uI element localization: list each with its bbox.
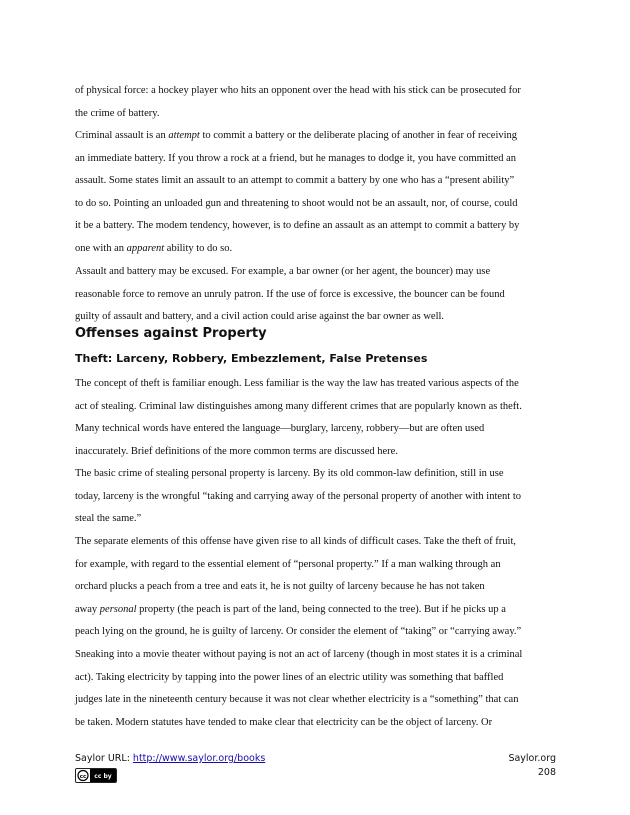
text-line: act). Taking electricity by tapping into the power lines of an electric utility was something that baffled [75, 671, 504, 683]
text-line: an immediate battery. If you throw a rock at a friend, but he manages to dodge it, you have committed an [75, 152, 517, 164]
paragraph-larceny-definition [75, 463, 559, 531]
creative-commons-badge [75, 768, 117, 783]
text-line: peach lying on the ground, he is guilty of larceny. Or consider the element of “taking” or “carrying away.” [75, 626, 522, 638]
text-line: for example, with regard to the essential element of “personal property.” If a man walking through an [75, 558, 501, 570]
text-line: inaccurately. Brief definitions of the more common terms are discussed here. [75, 445, 398, 457]
paragraph-concept-of-theft [75, 373, 559, 463]
text-line: to do so. Pointing an unloaded gun and threatening to shoot would not be an assault, nor, of course, could [75, 197, 518, 209]
text-line: Sneaking into a movie theater without paying is not an act of larceny (though in most states it is a criminal [75, 648, 523, 660]
text-line: The separate elements of this offense have given rise to all kinds of difficult cases. Take the theft of fruit, [75, 536, 516, 547]
emphasis-attempt: attempt [168, 130, 200, 141]
emphasis-apparent: apparent [126, 242, 165, 254]
paragraph-criminal-assault [75, 125, 559, 261]
text-line: assault. Some states limit an assault to an attempt to commit a battery by one who has a “present ability” [75, 175, 515, 187]
text-line: judges late in the nineteenth century because it was not clear whether electricity is a “something” that can [75, 694, 519, 706]
paragraph-difficult-cases [75, 531, 559, 734]
page-number: 208 [537, 767, 556, 778]
text-span: property (the peach is part of the land, being connected to the tree). But if he picks up a [136, 603, 506, 615]
text-line: be taken. Modern statutes have tended to make clear that electricity can be the object of larceny. Or [75, 716, 493, 728]
text-line: The concept of theft is familiar enough. Less familiar is the way the law has treated various aspects of the [75, 378, 519, 389]
text-line: it be a battery. The modem tendency, however, is to define an assault as an attempt to commit a battery by [75, 220, 520, 232]
text-span: Criminal assault is an [75, 130, 169, 141]
emphasis-personal: personal [99, 603, 137, 615]
text-line [75, 599, 559, 622]
text-line: today, larceny is the wrongful “taking and carrying away of the personal property of another with intent to [75, 490, 522, 502]
text-span: ability to do so. [164, 242, 233, 254]
section-heading: Offenses against Property [75, 326, 267, 341]
text-line: of physical force: a hockey player who hits an opponent over the head with his stick can be prosecuted for [75, 85, 521, 96]
subsection-heading: Theft: Larceny, Robbery, Embezzlement, False Pretenses [75, 352, 428, 365]
text-span: to commit a battery or the deliberate placing of another in fear of receiving [199, 130, 518, 141]
text-line: Many technical words have entered the language—burglary, larceny, robbery—but are often used [75, 423, 485, 435]
text-span: away [75, 603, 100, 615]
text-line: The basic crime of stealing personal property is larceny. By its old common-law definition, still in use [75, 468, 504, 479]
footer-site: Saylor.org [508, 753, 556, 764]
text-line [75, 125, 559, 148]
paragraph-assault-excused [75, 261, 559, 329]
text-line: steal the same.” [75, 513, 142, 525]
footer-url-line [75, 753, 265, 764]
text-line: reasonable force to remove an unruly patron. If the use of force is excessive, the bouncer can be found [75, 288, 505, 300]
text-line: Assault and battery may be excused. For example, a bar owner (or her agent, the bouncer) may use [75, 266, 491, 277]
saylor-books-link[interactable]: http://www.saylor.org/books [132, 753, 266, 764]
text-line: act of stealing. Criminal law distinguishes among many different crimes that are popularly known as theft. [75, 400, 522, 412]
svg-text:cc: cc [79, 774, 87, 780]
text-line [75, 238, 559, 261]
footer-url-label: Saylor URL: [75, 753, 133, 764]
paragraph-physical-force [75, 80, 559, 125]
text-line: the crime of battery. [75, 107, 160, 119]
text-span: one with an [75, 242, 127, 254]
cc-logo-icon [76, 769, 116, 782]
cc-badge-text: cc by [94, 773, 112, 780]
text-line: guilty of assault and battery, and a civil action could arise against the bar owner as well. [75, 311, 445, 323]
text-line: orchard plucks a peach from a tree and eats it, he is not guilty of larceny because he has not taken [75, 581, 485, 593]
